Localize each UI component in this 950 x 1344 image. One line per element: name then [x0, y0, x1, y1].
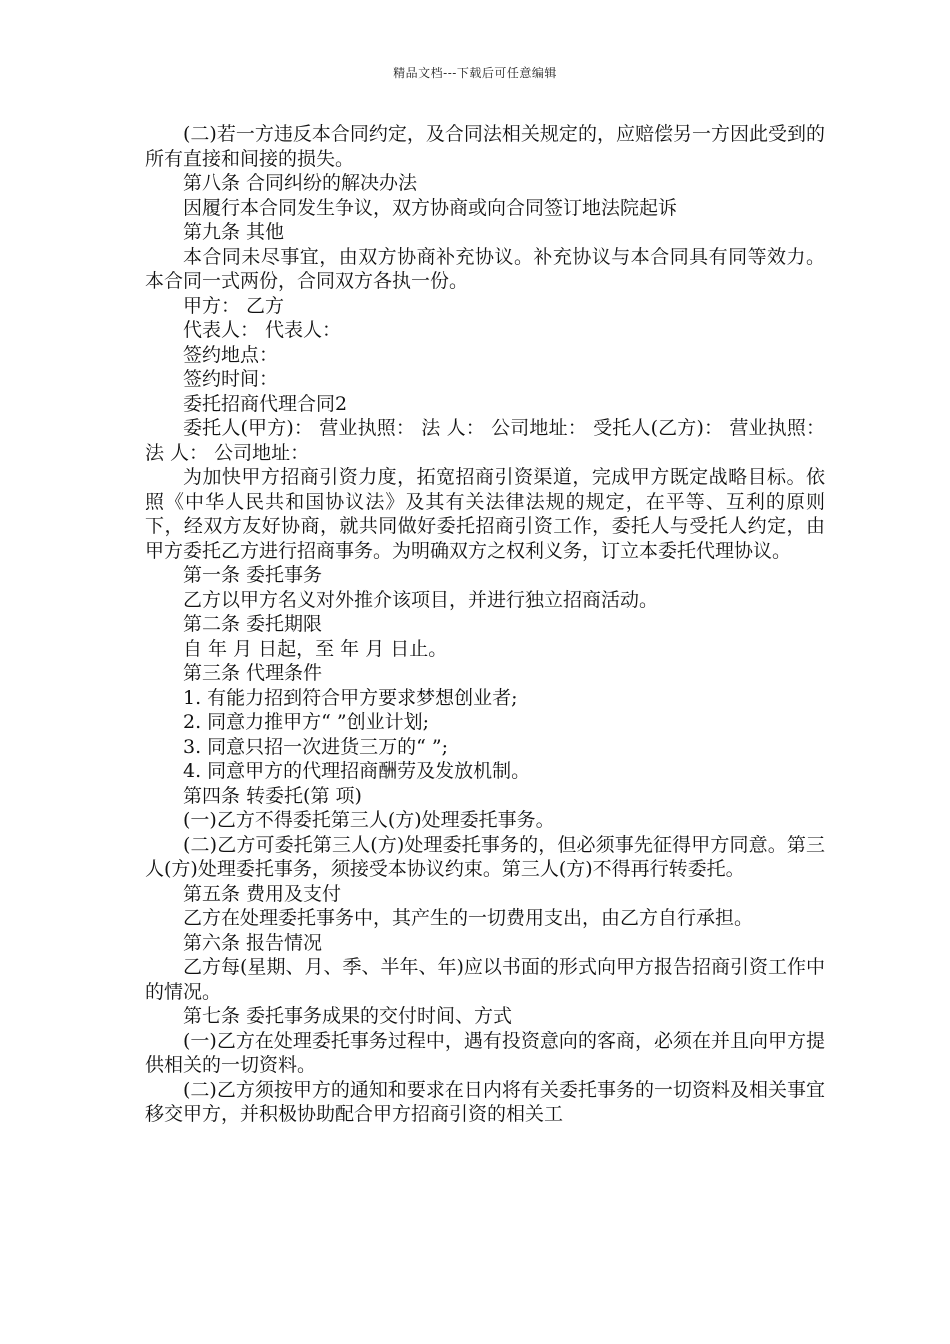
- list-item: 1. 有能力招到符合甲方要求梦想创业者;: [183, 686, 518, 709]
- paragraph: 乙方每(星期、月、季、半年、年)应以书面的形式向甲方报告招商引资工作中的情况。: [145, 956, 825, 1003]
- section-heading: 第一条 委托事务: [183, 564, 323, 586]
- paragraph: 乙方在处理委托事务中，其产生的一切费用支出，由乙方自行承担。: [183, 907, 754, 929]
- signature-line: 代表人： 代表人：: [183, 319, 342, 341]
- contract-title: 委托招商代理合同2: [183, 392, 348, 415]
- section-heading: 第七条 委托事务成果的交付时间、方式: [183, 1005, 513, 1027]
- parties-line: 委托人(甲方)： 营业执照： 法 人： 公司地址： 受托人(乙方)： 营业执照： 法 人： 公司地址：: [145, 417, 825, 464]
- paragraph: (一)乙方不得委托第三人(方)处理委托事务。: [183, 809, 555, 831]
- section-heading: 第四条 转委托(第 项): [183, 784, 362, 807]
- section-heading: 第二条 委托期限: [183, 613, 323, 635]
- list-item: 3. 同意只招一次进货三万的“ ”;: [183, 735, 449, 758]
- paragraph: 因履行本合同发生争议，双方协商或向合同签订地法院起诉: [183, 196, 678, 219]
- paragraph: (二)乙方须按甲方的通知和要求在日内将有关委托事务的一切资料及相关事宜移交甲方，并积极协助配合甲方招商引资的相关工: [145, 1078, 825, 1125]
- paragraph: (一)乙方在处理委托事务过程中，遇有投资意向的客商，必须在并且向甲方提供相关的一切资料。: [145, 1029, 825, 1076]
- paragraph: (二)若一方违反本合同约定，及合同法相关规定的，应赔偿另一方因此受到的所有直接和间接的损失。: [145, 123, 825, 170]
- section-heading: 第五条 费用及支付: [183, 882, 342, 905]
- paragraph: 乙方以甲方名义对外推介该项目，并进行独立招商活动。: [183, 588, 659, 611]
- signature-line: 签约地点：: [183, 343, 279, 366]
- paragraph: (二)乙方可委托第三人(方)处理委托事务的，但必须事先征得甲方同意。第三人(方)处理委托事务，须接受本协议约束。第三人(方)不得再行转委托。: [145, 833, 825, 880]
- paragraph: 自 年 月 日起，至 年 月 日止。: [183, 637, 448, 660]
- section-heading: 第八条 合同纠纷的解决办法: [183, 172, 418, 194]
- document-body: [145, 122, 825, 1127]
- list-item: 2. 同意力推甲方“ ”创业计划;: [183, 711, 430, 733]
- section-heading: 第六条 报告情况: [183, 931, 323, 954]
- signature-line: 签约时间：: [183, 368, 279, 390]
- signature-line: 甲方： 乙方: [183, 294, 285, 317]
- list-item: 4. 同意甲方的代理招商酬劳及发放机制。: [183, 760, 531, 782]
- paragraph: 为加快甲方招商引资力度，拓宽招商引资渠道，完成甲方既定战略目标。依照《中华人民共和国协议法》及其有关法律法规的规定，在平等、互利的原则下，经双方友好协商，就共同做好委托招商引资工作，委托人与受托人约定，由甲方委托乙方进行招商事务。为明确双方之权利义务，订立本委托代理协议。: [145, 466, 825, 562]
- page-header: 精品文档---下载后可任意编辑: [393, 66, 557, 80]
- section-heading: 第三条 代理条件: [183, 662, 323, 684]
- section-heading: 第九条 其他: [183, 221, 285, 243]
- paragraph: 本合同未尽事宜，由双方协商补充协议。补充协议与本合同具有同等效力。 本合同一式两份，合同双方各执一份。: [145, 245, 825, 292]
